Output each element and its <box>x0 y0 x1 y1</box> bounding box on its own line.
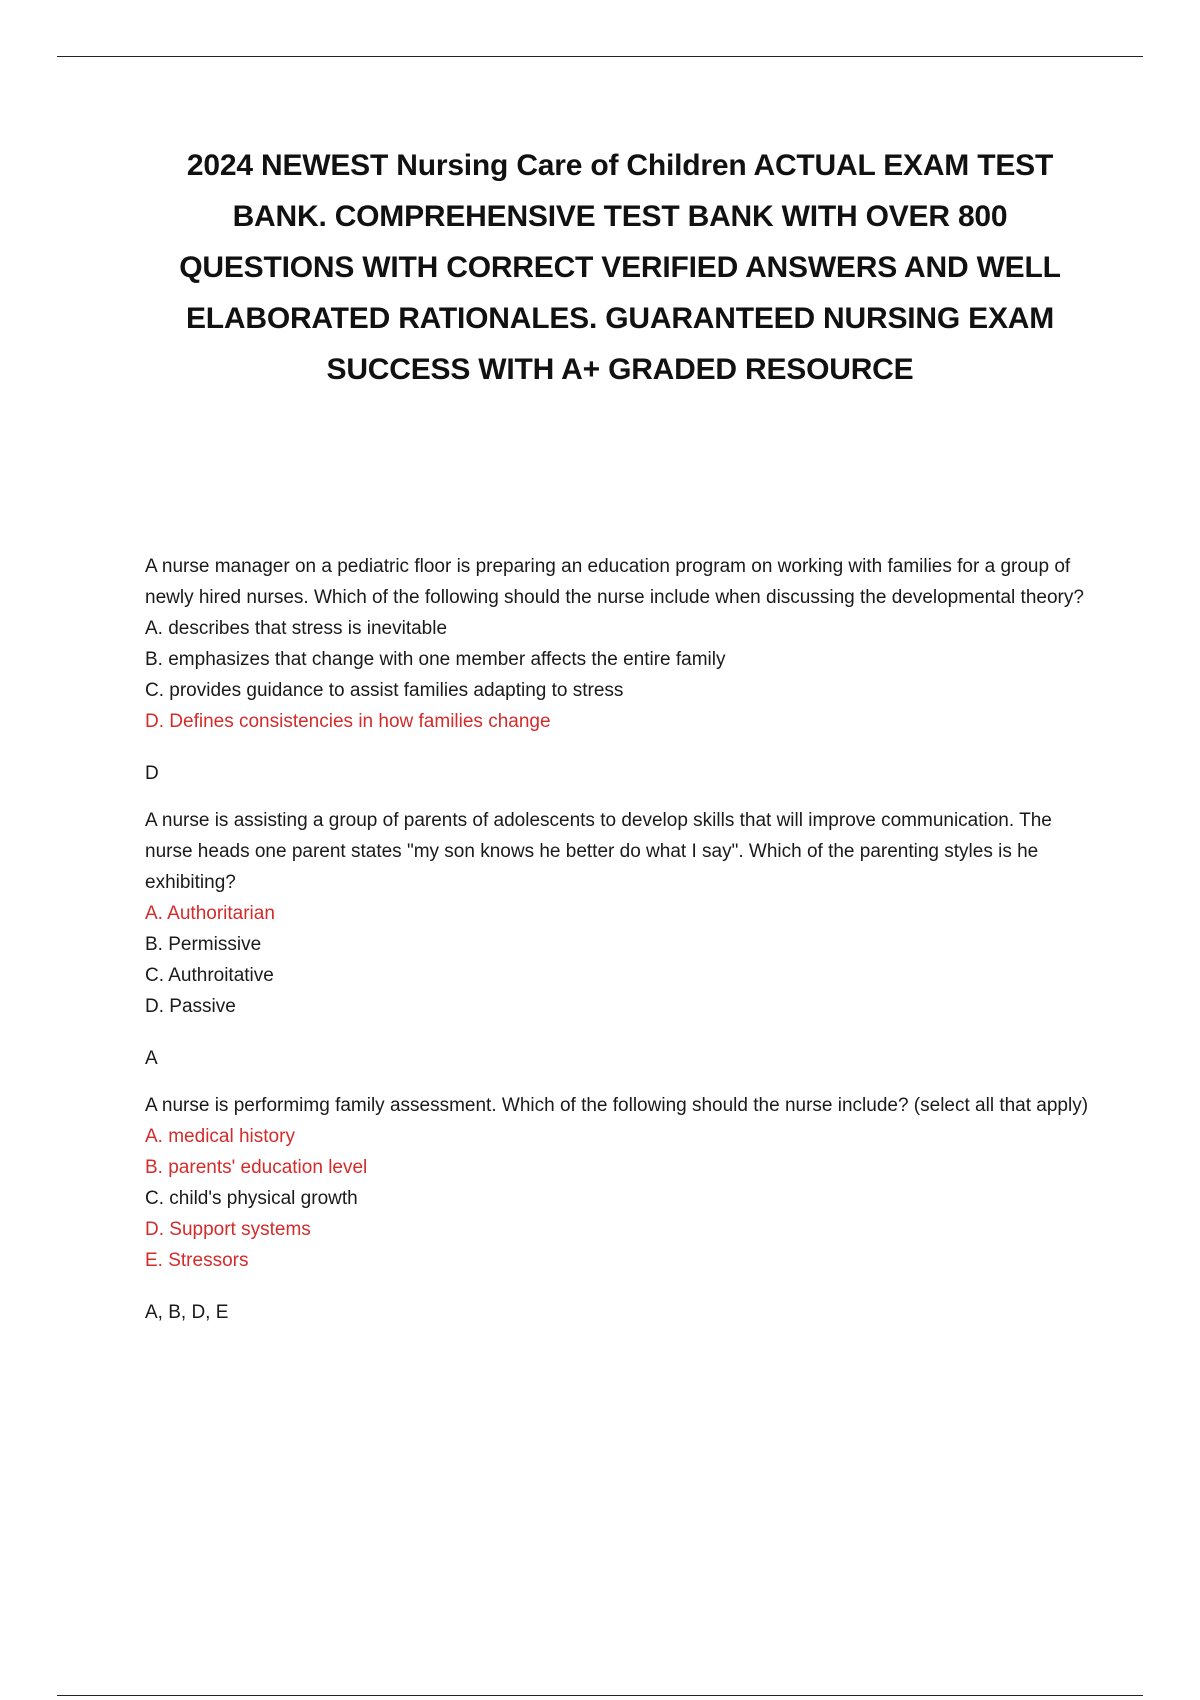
question-stem: A nurse manager on a pediatric floor is preparing an education program on working with families for a group of newly hired nurses. Which of the following should the nurse include when discussing the developmental theory? <box>145 556 1084 608</box>
option-d: D. Support systems <box>145 1219 311 1240</box>
question-item <box>145 805 1090 1074</box>
option-b: B. emphasizes that change with one member affects the entire family <box>145 649 726 670</box>
question-stem: A nurse is performimg family assessment. Which of the following should the nurse include? (select all that apply) <box>145 1095 1089 1116</box>
option-e: E. Stressors <box>145 1250 249 1271</box>
question-item <box>145 1090 1090 1328</box>
top-divider <box>57 56 1143 57</box>
option-list <box>145 898 1090 1022</box>
answer-key: A <box>145 1048 158 1069</box>
document-title: 2024 NEWEST Nursing Care of Children ACTUAL EXAM TEST BANK. COMPREHENSIVE TEST BANK WITH OVER 800 QUESTIONS WITH CORRECT VERIFIED ANSWERS AND WELL ELABORATED RATIONALES. GUARANTEED NURSING EXAM SUCCESS WITH A+ GRADED RESOURCE <box>179 149 1061 386</box>
question-item <box>145 551 1090 789</box>
option-c: C. child's physical growth <box>145 1188 358 1209</box>
option-list <box>145 613 1090 737</box>
question-list <box>145 551 1090 1344</box>
question-stem: A nurse is assisting a group of parents of adolescents to develop skills that will improve communication. The nurse heads one parent states "my son knows he better do what I say". Which of the parenting styles is he exhibiting? <box>145 810 1052 893</box>
answer-key: A, B, D, E <box>145 1302 229 1323</box>
answer-key: D <box>145 763 159 784</box>
option-a: A. medical history <box>145 1126 295 1147</box>
option-a: A. Authoritarian <box>145 903 275 924</box>
option-b: B. parents' education level <box>145 1157 368 1178</box>
option-d: D. Passive <box>145 996 236 1017</box>
option-d: D. Defines consistencies in how families change <box>145 711 551 732</box>
option-c: C. Authroitative <box>145 965 274 986</box>
option-list <box>145 1121 1090 1276</box>
bottom-divider <box>57 1695 1143 1696</box>
option-a: A. describes that stress is inevitable <box>145 618 448 639</box>
option-b: B. Permissive <box>145 934 262 955</box>
option-c: C. provides guidance to assist families adapting to stress <box>145 680 624 701</box>
